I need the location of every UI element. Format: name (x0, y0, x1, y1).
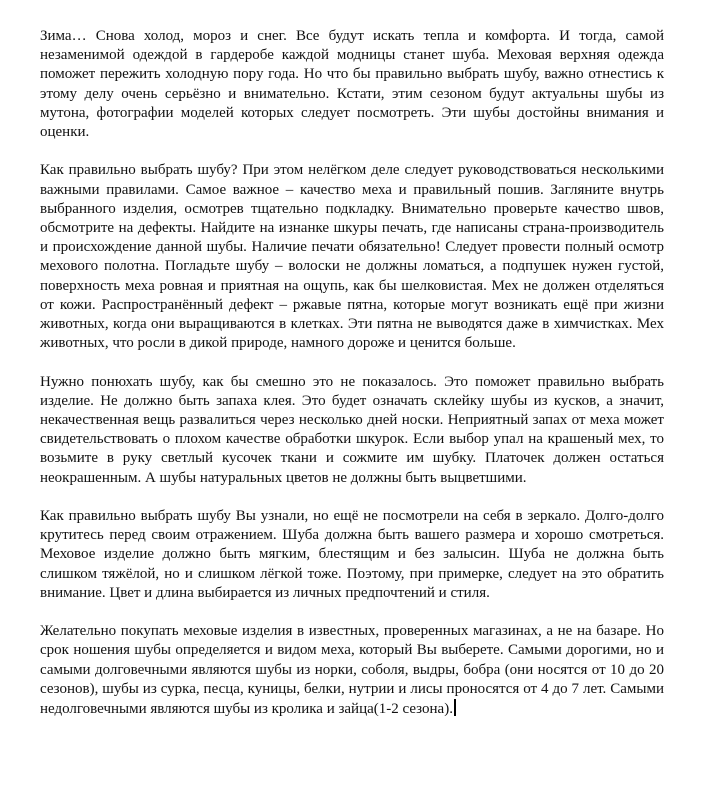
paragraph-1: Зима… Снова холод, мороз и снег. Все будут искать тепла и комфорта. И тогда, самой незаменимой одеждой в гардеробе каждой модницы станет шуба. Меховая верхняя одежда поможет пережить холодную пору года. Но что бы правильно выбрать шубу, важно отнестись к этому делу очень серьёзно и внимательно. Кстати, этим сезоном будут актуальны шубы из мутона, фотографии моделей которых следует посмотреть. Эти шубы достойны внимания и оценки. (40, 28, 664, 141)
paragraph-5-text: Желательно покупать меховые изделия в известных, проверенных магазинах, а не на базаре. Но срок ношения шубы определяется и видом меха, который Вы выберете. Самыми дорогими, но и самыми долговечными являются шубы из норки, соболя, выдры, бобра (они носятся от 10 до 20 сезонов), шубы из сурка, песца, куницы, белки, нутрии и лисы проносятся от 4 до 7 лет. Самыми недолговечными являются шубы из кролика и зайца(1-2 сезона). (40, 623, 664, 718)
paragraph-3: Нужно понюхать шубу, как бы смешно это не показалось. Это поможет правильно выбрать изделие. Не должно быть запаха клея. Это будет означать склейку шубы из кусков, а значит, некачественная вещь развалиться через несколько дней носки. Неприятный запах от меха может свидетельствовать о плохом качестве обработки шкурок. Если выбор упал на крашеный мех, то возьмите в руку светлый кусочек ткани и сожмите им шубку. Платочек должен остаться неокрашенным. А шубы натуральных цветов не должны быть выцветшими. (40, 373, 664, 486)
document-body[interactable] (40, 27, 664, 719)
text-cursor (454, 699, 456, 716)
paragraph-4: Как правильно выбрать шубу Вы узнали, но ещё не посмотрели на себя в зеркало. Долго-долго крутитесь перед своим отражением. Шуба должна быть вашего размера и хорошо смотреться. Меховое изделие должно быть мягким, блестящим и без залысин. Шуба не должна быть слишком тяжёлой, но и слишком лёгкой тоже. Поэтому, при примерке, следует на это обратить внимание. Цвет и длина выбирается из личных предпочтений и стиля. (40, 508, 664, 601)
paragraph-2: Как правильно выбрать шубу? При этом нелёгком деле следует руководствоваться несколькими важными правилами. Самое важное – качество меха и правильный пошив. Загляните внутрь выбранного изделия, осмотрев тщательно подкладку. Внимательно проверьте качество швов, обсмотрите на дефекты. Найдите на изнанке шкуры печать, где написаны страна-производитель и происхождение данной шубы. Наличие печати обязательно! Следует провести полный осмотр мехового полотна. Погладьте шубу – волоски не должны ломаться, а подпушек нужен густой, поверхность меха ровная и приятная на ощупь, как бы шелковистая. Мех не должен отделяться от кожи. Распространённый дефект – ржавые пятна, которые могут возникать ещё при жизни животных, когда они выращиваются в клетках. Эти пятна не выводятся даже в химчистках. Мех животных, что росли в дикой природе, намного дороже и ценится больше. (40, 162, 664, 352)
paragraph-5 (40, 622, 664, 719)
